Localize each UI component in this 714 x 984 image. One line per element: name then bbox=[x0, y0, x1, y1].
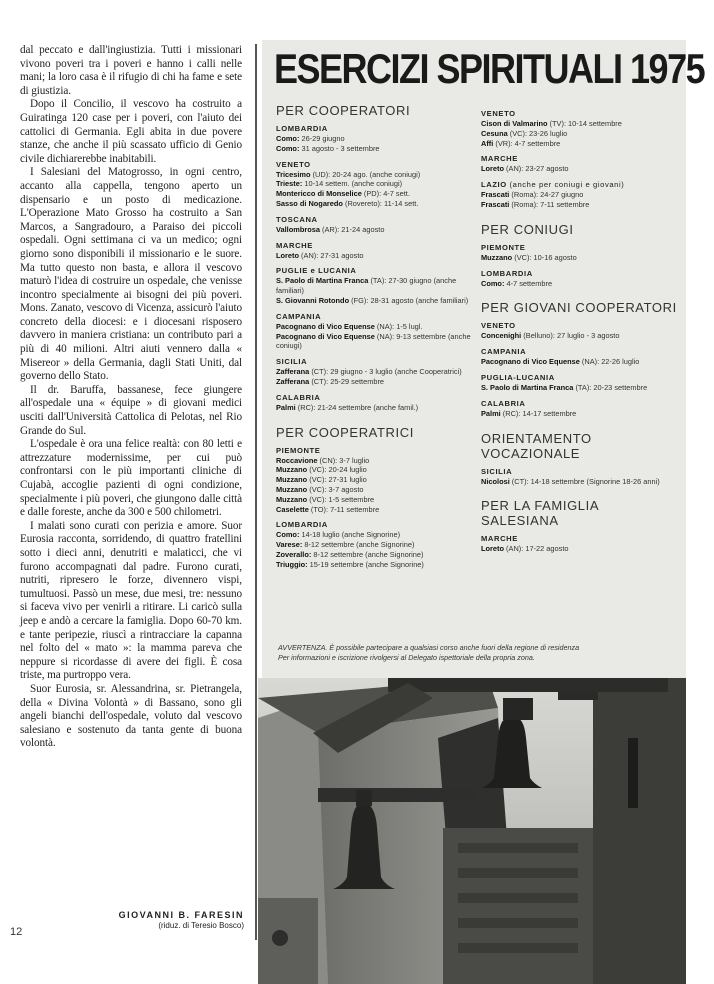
retreat-entry bbox=[276, 540, 472, 550]
region-name bbox=[276, 160, 472, 169]
retreat-details: 14-18 luglio (anche Signorine) bbox=[299, 530, 401, 540]
retreat-details: (NA): 9-13 settembre (anche coniugi) bbox=[276, 331, 471, 351]
region-label: LAZIO bbox=[481, 180, 507, 190]
retreat-place: Loreto bbox=[481, 544, 504, 554]
retreat-place: Muzzano bbox=[276, 475, 308, 485]
author-signature bbox=[96, 910, 244, 930]
retreat-details: (TV): 10-14 settembre bbox=[547, 119, 622, 128]
retreat-details: (FG): 28-31 agosto (anche familiari) bbox=[349, 295, 469, 305]
region-label: PIEMONTE bbox=[481, 242, 526, 252]
retreat-details: (PD): 4-7 sett. bbox=[361, 189, 410, 199]
retreat-place: Nicolosi bbox=[481, 476, 510, 486]
retreat-place: Como: bbox=[276, 143, 300, 153]
retreat-place: Zoverallo: bbox=[276, 549, 312, 559]
region-name bbox=[481, 373, 679, 382]
region-label: CALABRIA bbox=[276, 392, 321, 402]
region-name bbox=[276, 124, 472, 133]
region-label: VENETO bbox=[481, 321, 516, 331]
region-name bbox=[481, 180, 679, 189]
region-note: (anche per coniugi e giovani) bbox=[506, 180, 625, 190]
retreat-place: S. Paolo di Martina Franca bbox=[481, 382, 574, 392]
region-label: VENETO bbox=[481, 109, 516, 118]
retreat-details: (VC): 3-7 agosto bbox=[307, 484, 364, 494]
retreat-place: Tricesimo bbox=[276, 169, 311, 179]
region-name bbox=[276, 520, 472, 529]
region-label: LOMBARDIA bbox=[481, 268, 533, 278]
retreat-entry bbox=[481, 119, 679, 129]
retreat-place: Vallombrosa bbox=[276, 224, 320, 234]
region-label: MARCHE bbox=[481, 534, 518, 544]
retreat-details: (VC): 1-5 settembre bbox=[307, 494, 375, 504]
retreat-entry bbox=[276, 332, 472, 352]
region-name bbox=[481, 109, 679, 118]
retreat-entry bbox=[276, 560, 472, 570]
region-name bbox=[276, 215, 472, 224]
retreat-entry bbox=[481, 357, 679, 367]
retreat-place: Como: bbox=[481, 278, 505, 288]
retreat-details: 8-12 settembre (anche Signorine) bbox=[302, 540, 415, 550]
retreat-details: 26-29 giugno bbox=[299, 134, 345, 143]
region-name bbox=[481, 243, 679, 252]
retreat-place: Muzzano bbox=[276, 465, 308, 475]
region-label: PUGLIA-LUCANIA bbox=[481, 372, 555, 382]
region-name bbox=[276, 357, 472, 366]
retreat-entry bbox=[276, 550, 472, 560]
region-label: CALABRIA bbox=[481, 398, 526, 408]
region-name bbox=[276, 266, 472, 275]
section-heading: PER COOPERATORI bbox=[276, 103, 411, 118]
retreat-place: Montericco di Monselice bbox=[276, 189, 362, 199]
retreat-entry bbox=[481, 279, 679, 289]
retreat-place: Varese: bbox=[276, 540, 303, 550]
region-label: CAMPANIA bbox=[481, 347, 527, 357]
retreat-details: (NA): 22-26 luglio bbox=[579, 357, 640, 367]
article-paragraph: dal peccato e dall'ingiustizia. Tutti i missionari vivono poveri tra i poveri e hanno i calli nelle mani; la loro casa è il rifugio di chi ha fame e sete di giustizia. bbox=[20, 44, 242, 97]
region-label: LOMBARDIA bbox=[276, 124, 328, 133]
retreat-place: Pacognano di Vico Equense bbox=[481, 357, 580, 367]
section-heading: ORIENTAMENTO VOCAZIONALE bbox=[481, 430, 592, 461]
retreat-entry bbox=[481, 383, 679, 393]
retreat-place: Muzzano bbox=[276, 484, 308, 494]
retreat-place: Muzzano bbox=[276, 494, 308, 504]
retreat-entry bbox=[481, 253, 679, 263]
retreat-details: 10-14 settem. (anche coniugi) bbox=[302, 179, 403, 189]
column-divider bbox=[255, 44, 257, 940]
retreat-details: 31 agosto - 3 settembre bbox=[299, 143, 380, 153]
retreat-details: (AN): 23-27 agosto bbox=[504, 164, 569, 174]
region-label: MARCHE bbox=[481, 154, 518, 164]
region-label: VENETO bbox=[276, 159, 311, 169]
schedule-column-left bbox=[276, 103, 472, 570]
retreat-entry bbox=[481, 164, 679, 174]
retreat-details: (RC): 21-24 settembre (anche famil.) bbox=[295, 402, 419, 412]
retreat-entry bbox=[276, 367, 472, 377]
retreat-place: S. Paolo di Martina Franca bbox=[276, 276, 369, 286]
retreat-details: (Belluno): 27 luglio - 3 agosto bbox=[521, 331, 620, 341]
retreat-details: (CT): 14-18 settembre (Signorine 18-26 anni) bbox=[509, 476, 660, 486]
retreat-entry bbox=[276, 495, 472, 505]
retreat-entry bbox=[276, 179, 472, 189]
retreat-entry bbox=[481, 477, 679, 487]
retreat-details: (AR): 21-24 agosto bbox=[319, 224, 385, 234]
retreat-details: (VC): 10-16 agosto bbox=[512, 252, 577, 262]
retreat-details: (VC): 27-31 luglio bbox=[307, 475, 367, 485]
retreat-place: Frascati bbox=[481, 190, 510, 200]
retreat-entry bbox=[276, 377, 472, 387]
retreat-details: 8-12 settembre (anche Signorine) bbox=[311, 549, 424, 559]
retreat-details: (TA): 20-23 settembre bbox=[573, 382, 648, 392]
retreat-place: Triuggio: bbox=[276, 559, 308, 569]
retreat-entry bbox=[481, 129, 679, 139]
retreat-entry bbox=[276, 189, 472, 199]
retreat-entry bbox=[481, 190, 679, 200]
retreat-entry bbox=[481, 331, 679, 341]
retreat-details: (CT): 25-29 settembre bbox=[309, 376, 385, 386]
author-name: GIOVANNI B. FARESIN bbox=[118, 910, 244, 920]
retreat-entry bbox=[481, 139, 679, 149]
retreat-details: (TA): 27-30 giugno (anche familiari) bbox=[276, 276, 457, 296]
region-label: LOMBARDIA bbox=[276, 520, 328, 530]
retreat-place: Loreto bbox=[276, 250, 299, 260]
retreat-place: Como: bbox=[276, 134, 300, 143]
section-heading: PER CONIUGI bbox=[481, 221, 574, 237]
retreat-place: S. Giovanni Rotondo bbox=[276, 295, 350, 305]
retreat-place: Frascati bbox=[481, 199, 510, 209]
retreat-details: (CN): 3-7 luglio bbox=[317, 455, 370, 465]
retreat-place: Muzzano bbox=[481, 252, 513, 262]
retreat-place: Pacognano di Vico Equense bbox=[276, 331, 375, 341]
retreat-details: (VC): 20-24 luglio bbox=[307, 465, 367, 475]
retreat-entry bbox=[481, 200, 679, 210]
region-name bbox=[481, 154, 679, 163]
retreat-entry bbox=[276, 475, 472, 485]
retreat-details: (Rovereto): 11-14 sett. bbox=[342, 198, 419, 208]
bell-tower-illustration bbox=[258, 678, 686, 984]
retreat-details: (TO): 7-11 settembre bbox=[308, 504, 380, 514]
article-paragraph: Dopo il Concilio, il vescovo ha costruito a Guiratinga 120 case per i poveri, con l'aiuto dei cattolici di Germania. Egli abita in due povere stanze, che anche il più scassato ufficio di Genio civile dichiarerebbe inabitabili. bbox=[20, 98, 242, 165]
retreat-place: Zafferana bbox=[276, 376, 310, 386]
region-label: SICILIA bbox=[481, 466, 513, 476]
region-name bbox=[276, 393, 472, 402]
retreat-details: (AN): 17-22 agosto bbox=[504, 544, 569, 554]
section-heading: PER GIOVANI COOPERATORI bbox=[481, 300, 677, 316]
retreat-details: (CT): 29 giugno - 3 luglio (anche Cooperatrici) bbox=[309, 367, 462, 377]
retreat-place: Como: bbox=[276, 530, 300, 540]
article-paragraph: Suor Eurosia, sr. Alessandrina, sr. Pietrangela, della « Divina Volontà » di Bassano, sono gli angeli bianchi dell'ospedale, voluto dal vescovo salesiano e sostenuto da tanta gente di buona volontà. bbox=[20, 682, 242, 750]
article-column bbox=[20, 44, 242, 751]
retreat-place: Sasso di Nogaredo bbox=[276, 198, 343, 208]
retreat-entry bbox=[276, 144, 472, 154]
box-title: ESERCIZI SPIRITUALI 1975 bbox=[274, 45, 705, 93]
retreat-entry bbox=[276, 251, 472, 261]
retreat-place: Palmi bbox=[481, 408, 501, 418]
retreat-entry bbox=[481, 409, 679, 419]
retreat-place: Pacognano di Vico Equense bbox=[276, 321, 375, 331]
retreat-place: Caselette bbox=[276, 504, 309, 514]
retreat-details: (Roma): 24-27 giugno bbox=[509, 190, 584, 200]
article-paragraph: L'ospedale è ora una felice realtà: con 80 letti e attrezzature modernissime, per cui può confrontarsi con le più importanti cliniche di Cujabà, accoglie pazienti di ogni condizione, specialmente i più poveri, che giungono dalle città e dalle foreste, anche da 300 e 500 chilometri. bbox=[20, 438, 242, 519]
region-name bbox=[481, 399, 679, 408]
region-name bbox=[481, 467, 679, 476]
retreat-place: Cison di Valmarino bbox=[481, 119, 548, 128]
notice bbox=[278, 643, 680, 662]
article-paragraph: I Salesiani del Matogrosso, in ogni centro, accanto alla cappella, tengono aperto un dispensario e un posto di medicazione. L'Operazione Mato Grosso ha costruito a San Marcos, a Sangradouro, a Paraiso dei piccoli ospedali. Ogni settimana ci va un medico; ogni giorno sono disponibili il missionario e le suore. Ma tutto questo non basta, e allora il vescovo maturò l'idea di costruire un ospedale, che venisse incontro specialmente ai bisogni dei più poveri. Mons. Zanato, vescovo di Vicenza, assicurò l'aiuto concreto della diocesi: e i diocesani risposero davvero in maniera cristiana: un contributo pari a più di 40 milioni. Altri aiuti vennero dalla « Misereor » della Germania, dagli Stati Uniti, dal governo dello Stato. bbox=[20, 166, 243, 383]
article-paragraph: I malati sono curati con perizia e amore. Suor Eurosia racconta, sorridendo, di quattro fratellini sotto i dieci anni, denutriti e malaticci, che vi furono accompagnati dal padre. Furono curati, nutriti, ripresero le forze, divennero vispi, tumultuosi. Passò un mese, due mesi, tre: nessuno si faceva vivo per venirli a ritirare. Li caricò sulla jeep e andò a cercare la famiglia. Dopo 60-70 km. e tante peripezie, riuscì a rintracciare la capanna nel folto del « mato »: la mamma pareva che neppure si ricordasse di avere dei figli. È cosa triste, ma purtroppo vera. bbox=[20, 519, 242, 682]
retreat-entry bbox=[276, 134, 472, 144]
retreat-entry bbox=[481, 544, 679, 554]
retreat-place: Trieste: bbox=[276, 179, 303, 189]
retreat-details: (VC): 23-26 luglio bbox=[507, 128, 568, 138]
region-label: CAMPANIA bbox=[276, 311, 322, 321]
retreat-details: (AN): 27-31 agosto bbox=[299, 250, 364, 260]
section-heading: PER COOPERATRICI bbox=[276, 424, 414, 440]
retreat-entry bbox=[276, 322, 472, 332]
retreat-entry bbox=[276, 199, 472, 209]
article-paragraph: Il dr. Baruffa, bassanese, fece giungere all'ospedale una « équipe » di giovani medici usciti dall'Università Cattolica di Pelotas, nel Rio Grande do Sul. bbox=[20, 383, 242, 437]
retreat-entry bbox=[276, 530, 472, 540]
region-label: TOSCANA bbox=[276, 214, 318, 224]
notice-line: Per informazioni e iscrizione rivolgersi al Delegato ispettoriale della propria zona. bbox=[278, 652, 535, 662]
retreat-entry bbox=[276, 296, 472, 306]
retreat-entry bbox=[276, 225, 472, 235]
retreat-entry bbox=[276, 505, 472, 515]
retreat-entry bbox=[276, 403, 472, 413]
region-name bbox=[481, 269, 679, 278]
region-label: PUGLIE e LUCANIA bbox=[276, 266, 357, 276]
region-name bbox=[481, 534, 679, 543]
retreat-place: Concenighi bbox=[481, 331, 522, 341]
retreat-entry bbox=[276, 456, 472, 466]
region-name bbox=[276, 312, 472, 321]
retreat-place: Palmi bbox=[276, 402, 296, 412]
region-label: PIEMONTE bbox=[276, 445, 321, 455]
region-name bbox=[481, 321, 679, 330]
retreat-place: Zafferana bbox=[276, 367, 310, 377]
schedule-column-right bbox=[481, 103, 679, 554]
section-heading: PER LA FAMIGLIA SALESIANA bbox=[481, 498, 599, 529]
retreat-entry bbox=[276, 276, 472, 296]
retreat-place: Cesuna bbox=[481, 128, 508, 138]
retreat-details: 15-19 settembre (anche Signorine) bbox=[307, 559, 424, 569]
retreat-entry bbox=[276, 465, 472, 475]
bell-tower-photo bbox=[258, 678, 686, 984]
region-name bbox=[276, 446, 472, 455]
region-name bbox=[276, 241, 472, 250]
notice-line: AVVERTENZA. È possibile partecipare a qualsiasi corso anche fuori della regione di residenza bbox=[278, 643, 580, 652]
retreat-details: (Roma): 7-11 settembre bbox=[509, 199, 590, 209]
retreat-details: (NA): 1-5 lugl. bbox=[374, 321, 423, 331]
retreat-entry bbox=[276, 170, 472, 180]
region-label: MARCHE bbox=[276, 240, 313, 250]
retreat-entry bbox=[276, 485, 472, 495]
retreat-place: Loreto bbox=[481, 164, 504, 174]
region-label: SICILIA bbox=[276, 357, 308, 367]
author-note: (riduz. di Teresio Bosco) bbox=[158, 921, 244, 930]
retreat-details: 4-7 settembre bbox=[504, 278, 553, 288]
retreat-place: Affi bbox=[481, 138, 494, 148]
retreat-details: (VR): 4-7 settembre bbox=[493, 138, 561, 148]
region-name bbox=[481, 347, 679, 356]
retreat-place: Roccavione bbox=[276, 455, 318, 465]
page-number: 12 bbox=[10, 926, 23, 938]
retreat-details: (RC): 14-17 settembre bbox=[500, 408, 577, 418]
retreat-details: (UD): 20-24 ago. (anche coniugi) bbox=[310, 169, 421, 179]
